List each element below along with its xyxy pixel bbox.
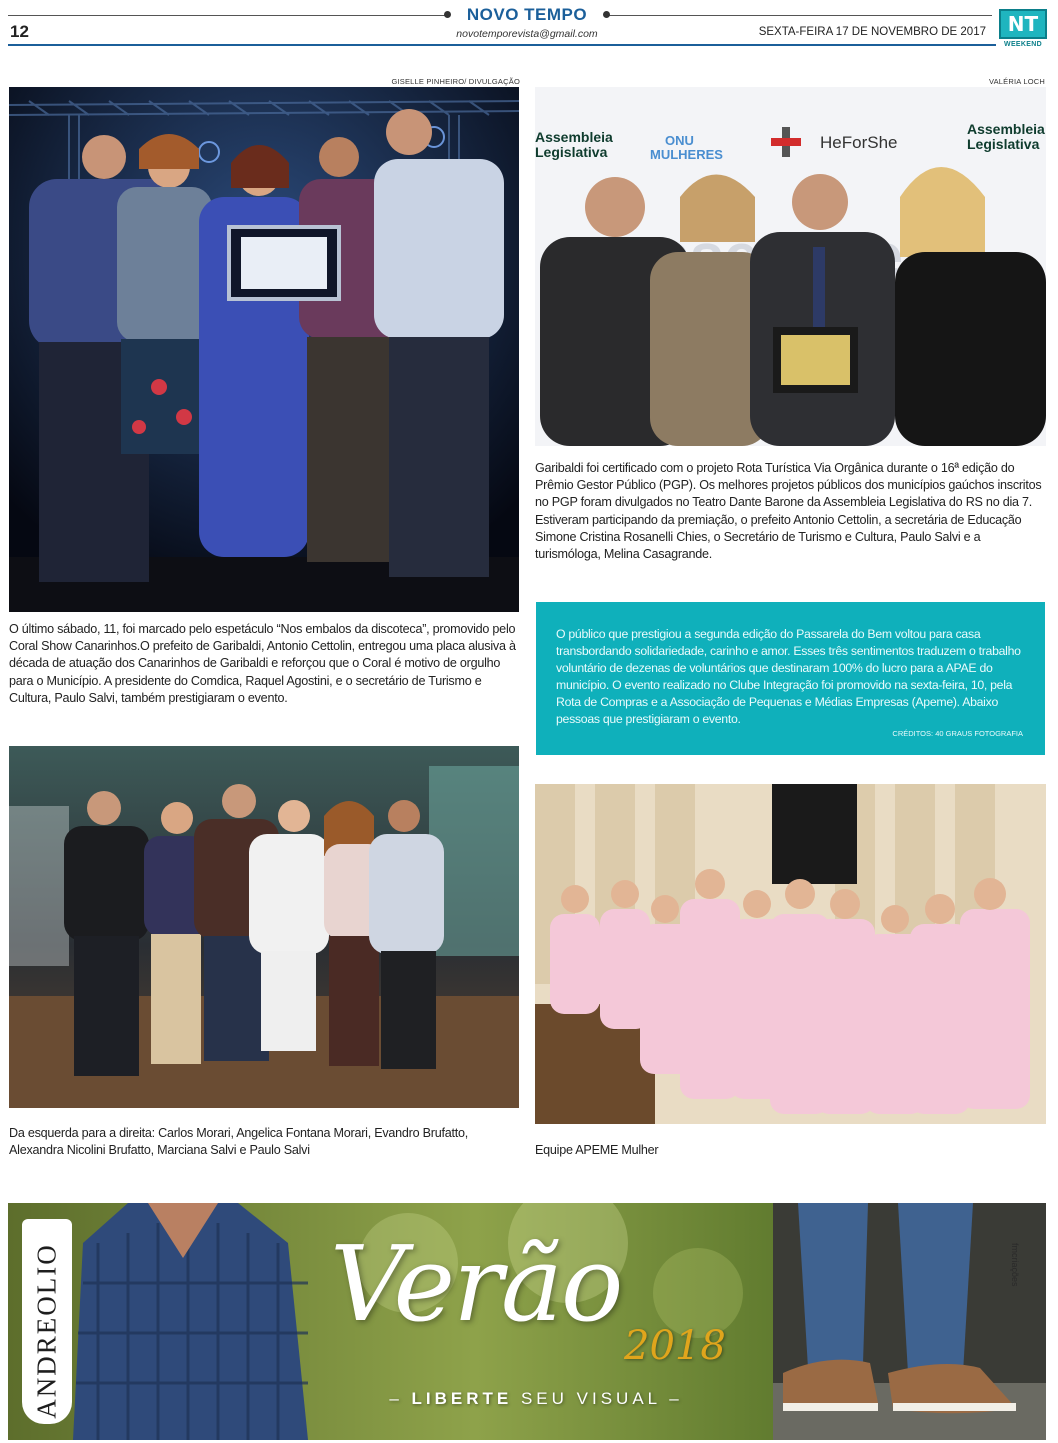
logo-subtitle: WEEKEND [1004, 41, 1042, 48]
nt-weekend-logo [999, 9, 1047, 49]
backdrop-logo-onu-line1: ONU [665, 133, 694, 148]
passarela-do-bem-text: O público que prestigiou a segunda edição do Passarela do Bem voltou para casa transbordando solidariedade, carinho e amor. Esses três sentimentos traduzem o trabalho voluntário de dezenas de voluntários que destinaram 100% do lucro para a APAE do município. O evento realizado no Clube Integração foi promovido na sexta-feira, 10, pela Rota de Compras e a Associação de Pequenas e Médias Empresas (Apeme). Abaixo pessoas que prestigiaram o evento. [556, 627, 1021, 726]
photo-group-event-image [9, 746, 519, 1108]
header-rule-right [606, 15, 992, 16]
header-rule-left [8, 15, 448, 16]
passarela-do-bem-credit: CRÉDITOS: 40 GRAUS FOTOGRAFIA [892, 729, 1023, 738]
photo-group-event [9, 746, 519, 1108]
passarela-do-bem-box [536, 602, 1045, 755]
page-number: 12 [10, 22, 29, 41]
andreolio-advertisement[interactable] [8, 1203, 1046, 1440]
ad-slogan-rest: SEU VISUAL [520, 1389, 661, 1408]
backdrop-logo-assembleia-left-line2: Legislativa [535, 144, 608, 160]
caption-story4: Equipe APEME Mulher [535, 1143, 659, 1157]
ad-slogan-dash-left: – [389, 1389, 412, 1408]
photo-apeme-mulher-image [535, 784, 1046, 1124]
photo-coral-award-image [9, 87, 519, 612]
issue-date: SEXTA-FEIRA 17 DE NOVEMBRO DE 2017 [758, 26, 986, 38]
caption-story1: O último sábado, 11, foi marcado pelo espetáculo “Nos embalos da discoteca”, promovido pelo Coral Show Canarinhos.O prefeito de Garibaldi, Antonio Cettolin, entregou uma placa alusiva à década de atuação dos Canarinhos de Garibaldi e reforçou que o Coral é motivo de orgulho para o Município. A presidente do Comdica, Raquel Agostini, e o secretário de Turismo e Cultura, Paulo Salvi, também prestigiaram o evento. [9, 622, 516, 705]
publication-name: NOVO TEMPO [466, 5, 588, 24]
andreolio-brand-name: ANDREOLIO [31, 1243, 62, 1419]
publication-email[interactable]: novotemporevista@gmail.com [456, 28, 598, 40]
ad-year: 2018 [624, 1323, 726, 1369]
backdrop-logo-onu-line2: MULHERES [650, 147, 723, 162]
backdrop-logo-heforshe: HeForShe [820, 133, 898, 152]
caption-story2: Garibaldi foi certificado com o projeto Rota Turística Via Orgânica durante o 16ª edição do Prêmio Gestor Público (PGP). Os melhores projetos públicos dos municípios gaúchos inscritos no PGP foram divulgados no Teatro Dante Barone da Assembleia Legislativa do RS no dia 7. Estiveram participando da premiação, o prefeito Antonio Cettolin, a secretária de Educação Simone Cristina Rosanelli Chies, o Secretário de Turismo e Cultura, Paulo Salvi e a turismóloga, Melina Casagrande. [535, 461, 1042, 562]
backdrop-logo-assembleia-right-line1: Assembleia [967, 121, 1045, 137]
photo-pgp-award-image [535, 87, 1046, 446]
photo-pgp-award [535, 87, 1046, 446]
backdrop-logo-assembleia-right-line2: Legislativa [967, 136, 1040, 152]
ad-title-verao: Verão [330, 1223, 622, 1345]
photo-credit-story1: GISELLE PINHEIRO/ DIVULGAÇÃO [391, 77, 520, 86]
ad-agency-signature: fmcriações [1010, 1243, 1020, 1287]
ad-slogan-dash-right: – [660, 1389, 683, 1408]
andreolio-brand-tag [22, 1219, 72, 1424]
ad-slogan-bold: LIBERTE [411, 1389, 513, 1408]
ad-slogan [386, 1389, 686, 1409]
photo-apeme-mulher [535, 784, 1046, 1124]
photo-credit-story2: VALÉRIA LOCH [988, 77, 1045, 86]
logo-letters: NT [999, 9, 1047, 39]
photo-coral-award [9, 87, 519, 612]
backdrop-logo-assembleia-left-line1: Assembleia [535, 129, 613, 145]
caption-story3: Da esquerda para a direita: Carlos Morari, Angelica Fontana Morari, Evandro Brufatto, Alexandra Nicolini Brufatto, Marciana Salvi e Paulo Salvi [9, 1126, 468, 1158]
header-underline [8, 44, 996, 46]
